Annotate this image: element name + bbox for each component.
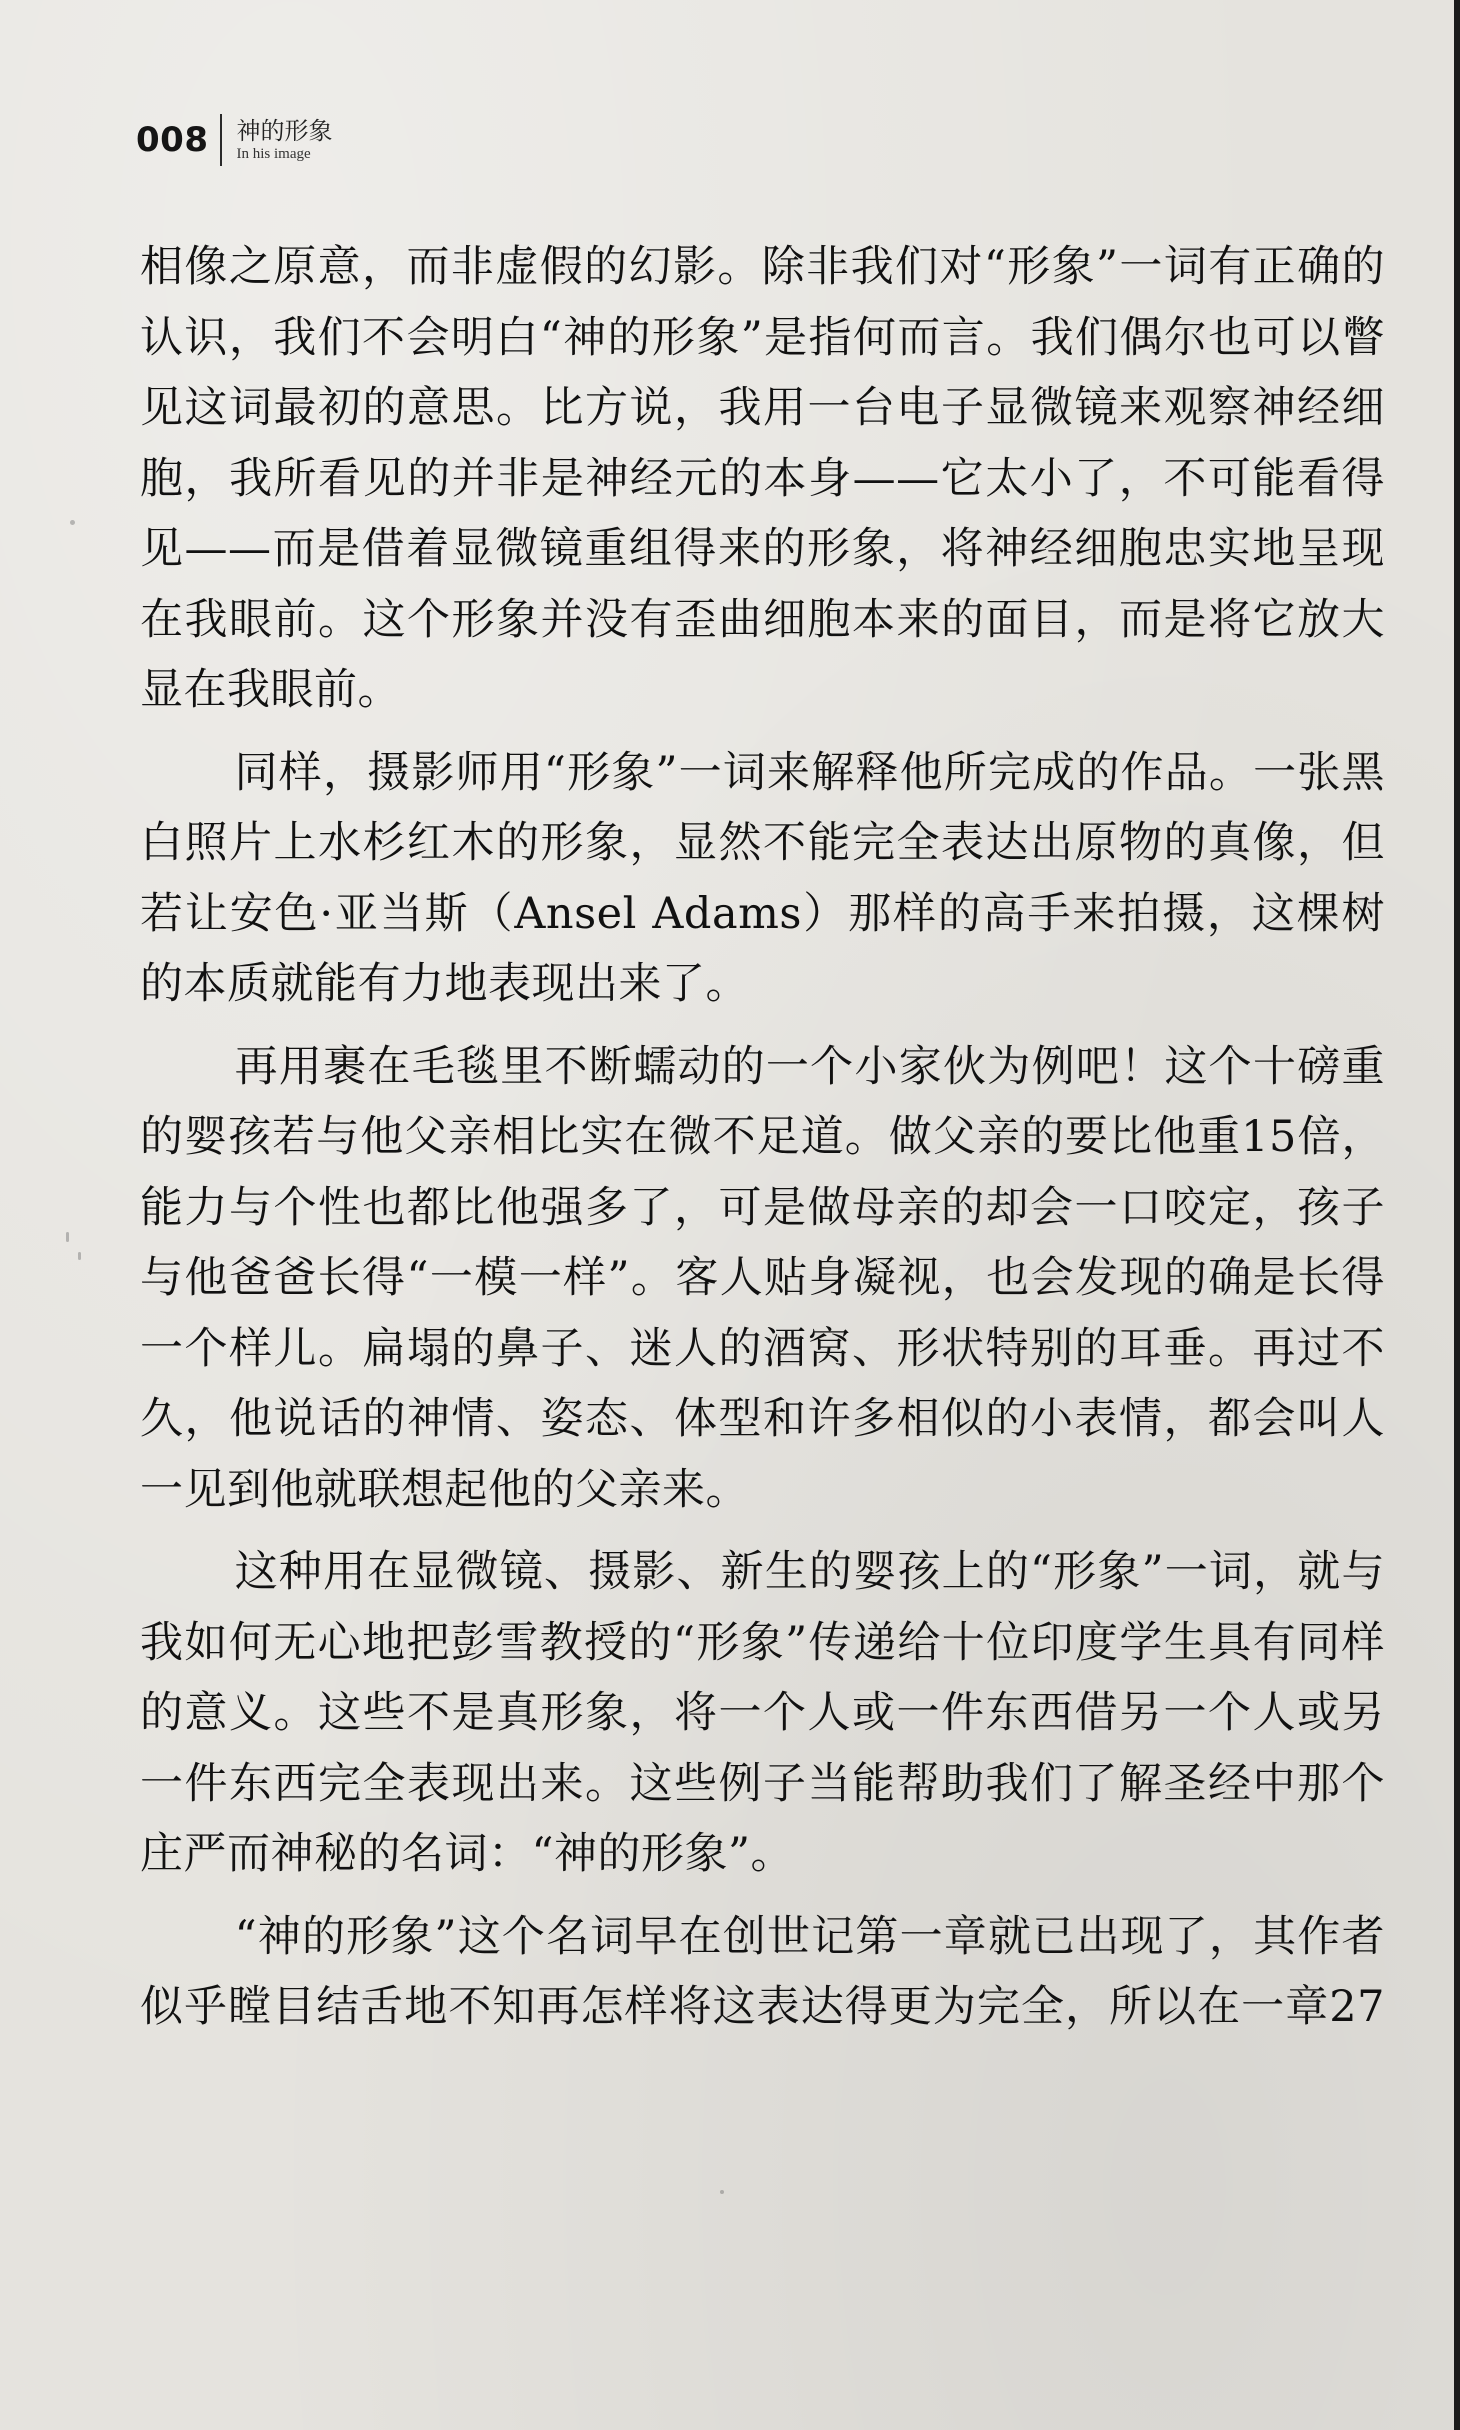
paper-speck xyxy=(720,2190,724,2194)
paragraph-2: 同样，摄影师用“形象”一词来解释他所完成的作品。一张黑白照片上水杉红木的形象，显然不能完全表达出原物的真像，但若让安色·亚当斯（Ansel Adams）那样的高手来拍摄，这棵树的本质就能有力地表现出来了。 xyxy=(140,747,1385,1009)
paragraph-1: 相像之原意，而非虚假的幻影。除非我们对“形象”一词有正确的认识，我们不会明白“神的形象”是指何而言。我们偶尔也可以瞥见这词最初的意思。比方说，我用一台电子显微镜来观察神经细胞，我所看见的并非是神经元的本身——它太小了，不可能看得见——而是借着显微镜重组得来的形象，将神经细胞忠实地呈现在我眼前。这个形象并没有歪曲细胞本来的面目，而是将它放大显在我眼前。 xyxy=(140,242,1385,715)
paper-speck xyxy=(66,1232,69,1242)
page-number: 008 xyxy=(136,120,209,160)
header-titles xyxy=(236,116,333,162)
book-title: 神的形象 xyxy=(236,116,333,145)
page-edge xyxy=(1454,0,1460,2430)
body-text xyxy=(140,232,1385,2055)
paragraph-4: 这种用在显微镜、摄影、新生的婴孩上的“形象”一词，就与我如何无心地把彭雪教授的“形象”传递给十位印度学生具有同样的意义。这些不是真形象，将一个人或一件东西借另一个人或另一件东西完全表现出来。这些例子当能帮助我们了解圣经中那个庄严而神秘的名词：“神的形象”。 xyxy=(140,1547,1385,1879)
paper-speck xyxy=(78,1252,81,1260)
paper-speck xyxy=(70,520,75,525)
paragraph-3: 再用裹在毛毯里不断蠕动的一个小家伙为例吧！这个十磅重的婴孩若与他父亲相比实在微不足道。做父亲的要比他重15倍，能力与个性也都比他强多了，可是做母亲的却会一口咬定，孩子与他爸爸长得“一模一样”。客人贴身凝视，也会发现的确是长得一个样儿。扁塌的鼻子、迷人的酒窝、形状特别的耳垂。再过不久，他说话的神情、姿态、体型和许多相似的小表情，都会叫人一见到他就联想起他的父亲来。 xyxy=(140,1041,1385,1515)
book-subtitle: In his image xyxy=(236,145,311,162)
paragraph-5: “神的形象”这个名词早在创世记第一章就已出现了，其作者似乎瞠目结舌地不知再怎样将这表达得更为完全，所以在一章27 xyxy=(140,1911,1385,2032)
running-header xyxy=(136,108,332,172)
header-divider xyxy=(220,114,222,166)
